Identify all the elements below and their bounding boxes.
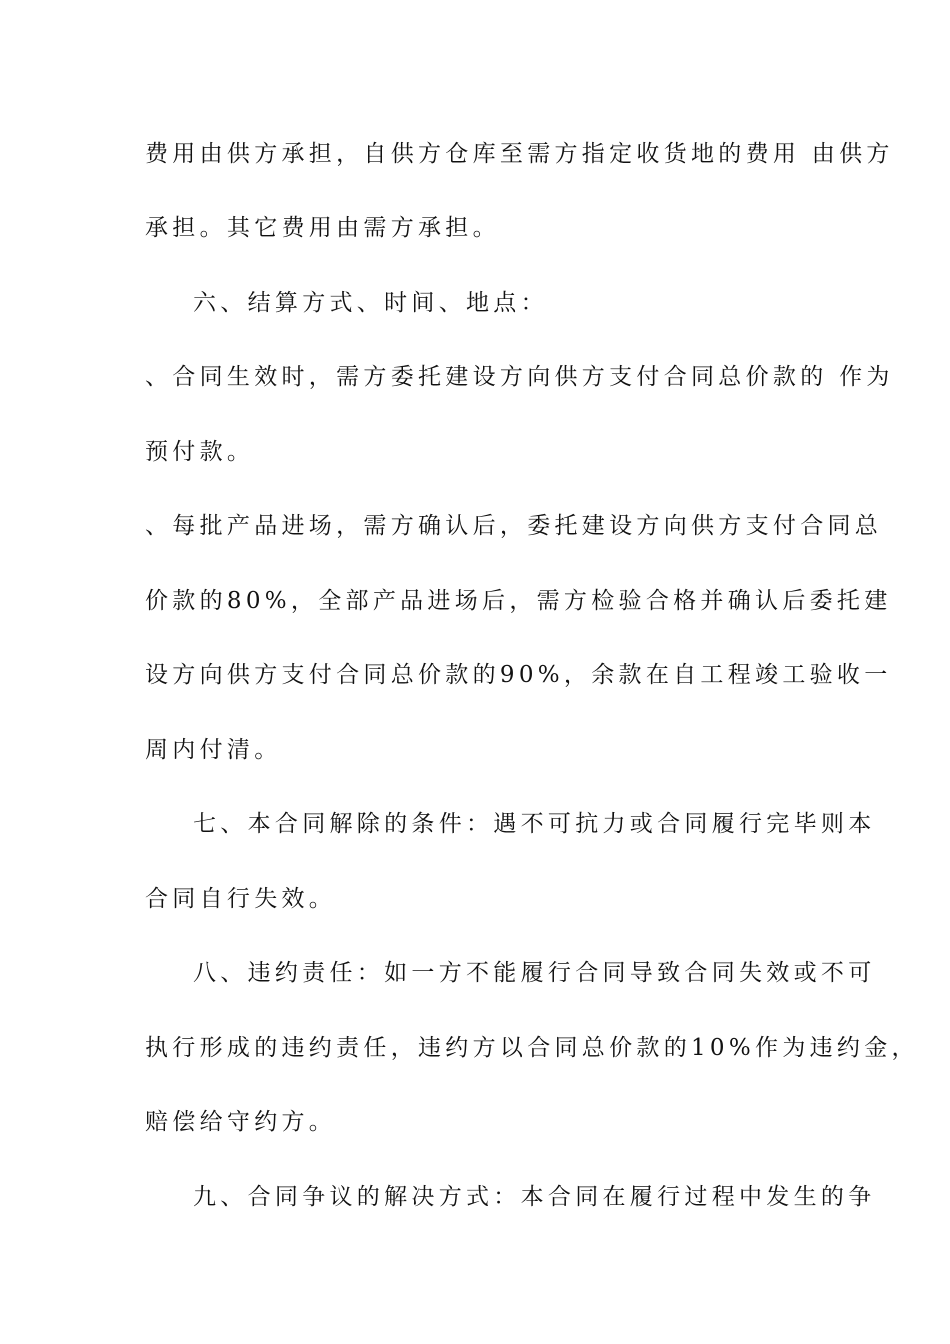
paragraph-line: 赔偿给守约方。 [145,1109,337,1135]
paragraph-line: 、合同生效时，需方委托建设方向供方支付合同总价款的 作为 [145,364,894,390]
paragraph-line: 周内付清。 [145,737,282,763]
paragraph-line: 执行形成的违约责任，违约方以合同总价款的10%作为违约金， [145,1035,919,1061]
paragraph-line: 价款的80%，全部产品进场后，需方检验合格并确认后委托建 [145,588,892,614]
section-heading: 六、结算方式、时间、地点： [193,290,548,316]
paragraph-line: 承担。其它费用由需方承担。 [145,215,500,241]
paragraph-line: 费用由供方承担，自供方仓库至需方指定收货地的费用 由供方 [145,141,894,167]
section-heading: 七、本合同解除的条件：遇不可抗力或合同履行完毕则本 [193,811,876,837]
paragraph-line: 合同自行失效。 [145,886,337,912]
paragraph-line: 设方向供方支付合同总价款的90%，余款在自工程竣工验收一 [145,662,892,688]
paragraph-line: 预付款。 [145,439,255,465]
section-heading: 九、合同争议的解决方式：本合同在履行过程中发生的争 [193,1184,876,1210]
paragraph-line: 、每批产品进场，需方确认后，委托建设方向供方支付合同总 [145,513,883,539]
section-heading: 八、违约责任：如一方不能履行合同导致合同失效或不可 [193,960,876,986]
